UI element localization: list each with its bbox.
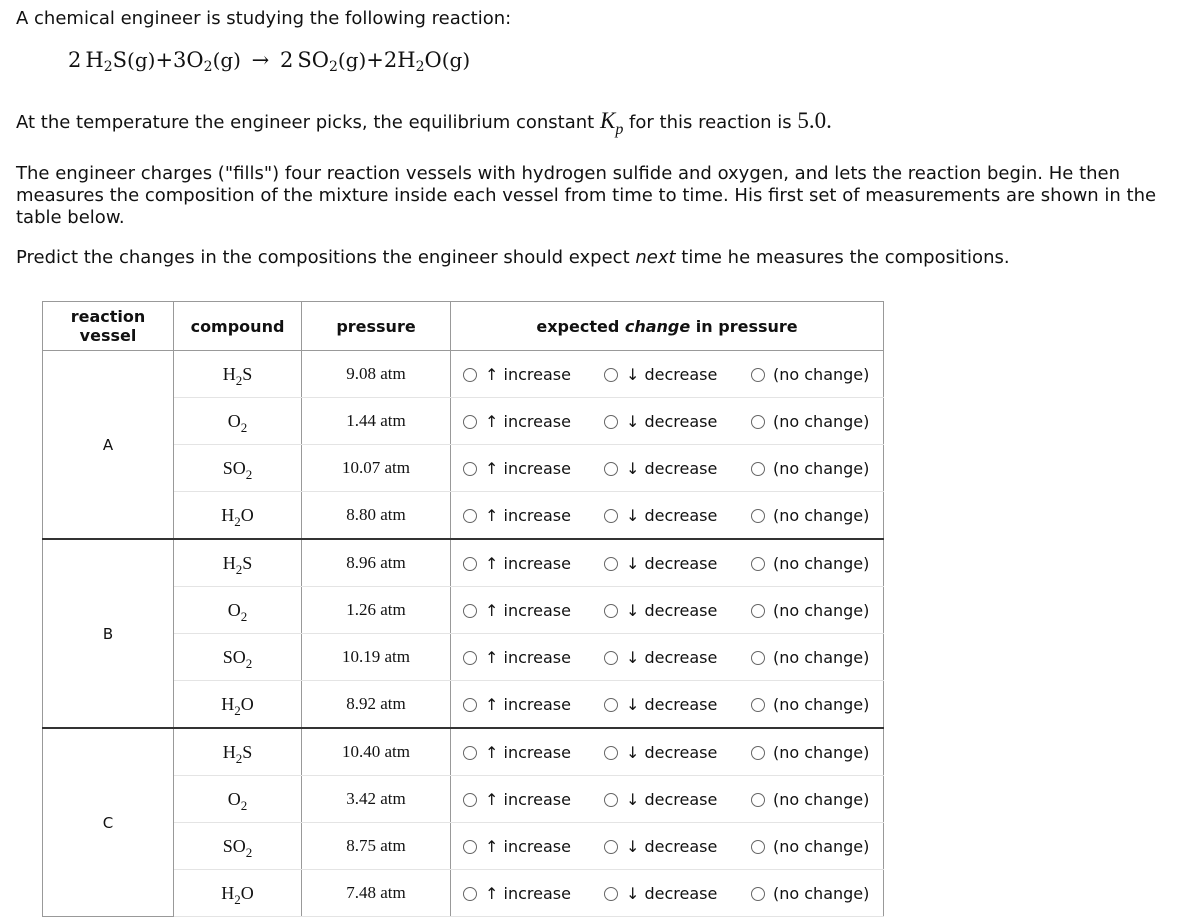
- no-change-label: (no change): [773, 837, 870, 856]
- vessel-label: C: [43, 728, 174, 917]
- change-options: [451, 351, 884, 398]
- header-expected-change: expected change in pressure: [451, 302, 884, 351]
- decrease-label: ↓ decrease: [626, 648, 718, 667]
- no-change-option[interactable]: [751, 837, 869, 856]
- radio-button[interactable]: [463, 509, 477, 523]
- pressure-cell: 8.96 atm: [302, 539, 451, 587]
- pressure-cell: 3.42 atm: [302, 776, 451, 823]
- radio-button[interactable]: [604, 415, 618, 429]
- decrease-label: ↓ decrease: [626, 790, 718, 809]
- radio-button[interactable]: [751, 887, 765, 901]
- radio-button[interactable]: [463, 746, 477, 760]
- compound-formula: $H_2O$: [221, 693, 254, 718]
- increase-label: ↑ increase: [485, 601, 571, 620]
- no-change-option[interactable]: [751, 695, 869, 714]
- compound-cell: [174, 587, 302, 634]
- radio-button[interactable]: [604, 604, 618, 618]
- increase-label: ↑ increase: [485, 459, 571, 478]
- compound-formula: $SO_2$: [222, 457, 253, 482]
- measurements-table: [42, 301, 884, 917]
- change-options: [451, 728, 884, 776]
- change-options: [451, 445, 884, 492]
- no-change-option[interactable]: [751, 412, 869, 431]
- radio-button[interactable]: [751, 368, 765, 382]
- table-row: [43, 539, 884, 587]
- no-change-label: (no change): [773, 459, 870, 478]
- no-change-label: (no change): [773, 695, 870, 714]
- pressure-cell: 8.75 atm: [302, 823, 451, 870]
- decrease-option[interactable]: [604, 837, 717, 856]
- change-options: [451, 634, 884, 681]
- radio-button[interactable]: [751, 604, 765, 618]
- compound-formula: $H_2S$: [222, 363, 253, 388]
- change-options: [451, 587, 884, 634]
- increase-option[interactable]: [463, 695, 571, 714]
- compound-formula: $O_2$: [227, 788, 248, 813]
- compound-cell: [174, 398, 302, 445]
- compound-formula: $O_2$: [227, 410, 248, 435]
- radio-button[interactable]: [604, 557, 618, 571]
- decrease-label: ↓ decrease: [626, 365, 718, 384]
- compound-formula: $O_2$: [227, 599, 248, 624]
- radio-button[interactable]: [604, 840, 618, 854]
- no-change-option[interactable]: [751, 648, 869, 667]
- compound-formula: $SO_2$: [222, 835, 253, 860]
- radio-button[interactable]: [751, 509, 765, 523]
- increase-label: ↑ increase: [485, 554, 571, 573]
- increase-label: ↑ increase: [485, 412, 571, 431]
- header-vessel: reaction vessel: [43, 302, 174, 351]
- radio-button[interactable]: [463, 604, 477, 618]
- increase-label: ↑ increase: [485, 884, 571, 903]
- decrease-label: ↓ decrease: [626, 695, 718, 714]
- no-change-label: (no change): [773, 554, 870, 573]
- compound-cell: [174, 492, 302, 540]
- increase-label: ↑ increase: [485, 837, 571, 856]
- no-change-option[interactable]: [751, 459, 869, 478]
- compound-formula: $H_2S$: [222, 741, 253, 766]
- no-change-option[interactable]: [751, 743, 869, 762]
- radio-button[interactable]: [751, 462, 765, 476]
- pressure-cell: 8.92 atm: [302, 681, 451, 729]
- no-change-label: (no change): [773, 790, 870, 809]
- change-options: [451, 870, 884, 917]
- compound-formula: $H_2O$: [221, 882, 254, 907]
- radio-button[interactable]: [604, 462, 618, 476]
- radio-button[interactable]: [604, 793, 618, 807]
- radio-button[interactable]: [751, 698, 765, 712]
- compound-cell: [174, 728, 302, 776]
- radio-button[interactable]: [463, 887, 477, 901]
- radio-button[interactable]: [751, 746, 765, 760]
- decrease-label: ↓ decrease: [626, 412, 718, 431]
- pressure-cell: 1.44 atm: [302, 398, 451, 445]
- increase-option[interactable]: [463, 554, 571, 573]
- description-text: The engineer charges ("fills") four reaction vessels with hydrogen sulfide and oxygen, and lets the reaction begin. He then measures the composition of the mixture inside each vessel from time to time. His first set of measurements are shown in the table below.: [16, 163, 1157, 228]
- pressure-cell: 9.08 atm: [302, 351, 451, 398]
- increase-option[interactable]: [463, 459, 571, 478]
- vessel-label: A: [43, 351, 174, 540]
- decrease-option[interactable]: [604, 601, 717, 620]
- decrease-label: ↓ decrease: [626, 884, 718, 903]
- decrease-option[interactable]: [604, 648, 717, 667]
- no-change-label: (no change): [773, 601, 870, 620]
- compound-formula: $SO_2$: [222, 646, 253, 671]
- increase-label: ↑ increase: [485, 648, 571, 667]
- radio-button[interactable]: [463, 651, 477, 665]
- increase-option[interactable]: [463, 365, 571, 384]
- compound-cell: [174, 634, 302, 681]
- pressure-cell: 10.40 atm: [302, 728, 451, 776]
- no-change-option[interactable]: [751, 884, 869, 903]
- radio-button[interactable]: [751, 557, 765, 571]
- increase-option[interactable]: [463, 601, 571, 620]
- radio-button[interactable]: [604, 746, 618, 760]
- no-change-label: (no change): [773, 412, 870, 431]
- no-change-option[interactable]: [751, 365, 869, 384]
- increase-option[interactable]: [463, 648, 571, 667]
- increase-label: ↑ increase: [485, 695, 571, 714]
- change-options: [451, 398, 884, 445]
- increase-label: ↑ increase: [485, 365, 571, 384]
- decrease-option[interactable]: [604, 554, 717, 573]
- no-change-option[interactable]: [751, 554, 869, 573]
- change-options: [451, 776, 884, 823]
- no-change-option[interactable]: [751, 790, 869, 809]
- compound-cell: [174, 445, 302, 492]
- compound-formula: $H_2O$: [221, 504, 254, 529]
- increase-label: ↑ increase: [485, 506, 571, 525]
- pressure-cell: 8.80 atm: [302, 492, 451, 540]
- reaction-equation: 2 $H_2S(g)+3O_2(g) \to 2$ $SO_2(g)+2H_2O(g)$: [68, 48, 471, 75]
- decrease-option[interactable]: [604, 506, 717, 525]
- decrease-label: ↓ decrease: [626, 601, 718, 620]
- decrease-label: ↓ decrease: [626, 554, 718, 573]
- radio-button[interactable]: [463, 368, 477, 382]
- radio-button[interactable]: [604, 509, 618, 523]
- change-options: [451, 681, 884, 729]
- pressure-cell: 10.19 atm: [302, 634, 451, 681]
- pressure-cell: 1.26 atm: [302, 587, 451, 634]
- radio-button[interactable]: [604, 887, 618, 901]
- decrease-label: ↓ decrease: [626, 459, 718, 478]
- no-change-option[interactable]: [751, 601, 869, 620]
- radio-button[interactable]: [604, 368, 618, 382]
- increase-option[interactable]: [463, 837, 571, 856]
- increase-option[interactable]: [463, 412, 571, 431]
- radio-button[interactable]: [463, 415, 477, 429]
- vessel-label: B: [43, 539, 174, 728]
- kp-sentence: At the temperature the engineer picks, the equilibrium constant $K_p$ for this reaction is 5.0.: [16, 108, 832, 138]
- radio-button[interactable]: [751, 651, 765, 665]
- no-change-label: (no change): [773, 648, 870, 667]
- increase-label: ↑ increase: [485, 790, 571, 809]
- increase-option[interactable]: [463, 506, 571, 525]
- compound-formula: $H_2S$: [222, 552, 253, 577]
- radio-button[interactable]: [463, 840, 477, 854]
- decrease-option[interactable]: [604, 743, 717, 762]
- decrease-option[interactable]: [604, 459, 717, 478]
- change-options: [451, 823, 884, 870]
- decrease-label: ↓ decrease: [626, 837, 718, 856]
- increase-option[interactable]: [463, 884, 571, 903]
- radio-button[interactable]: [751, 793, 765, 807]
- increase-option[interactable]: [463, 790, 571, 809]
- compound-cell: [174, 681, 302, 729]
- radio-button[interactable]: [463, 462, 477, 476]
- decrease-label: ↓ decrease: [626, 506, 718, 525]
- pressure-cell: 7.48 atm: [302, 870, 451, 917]
- decrease-option[interactable]: [604, 412, 717, 431]
- change-options: [451, 539, 884, 587]
- compound-cell: [174, 351, 302, 398]
- header-pressure: pressure: [302, 302, 451, 351]
- radio-button[interactable]: [751, 840, 765, 854]
- no-change-label: (no change): [773, 884, 870, 903]
- reaction-arrow: →: [251, 48, 270, 72]
- decrease-option[interactable]: [604, 695, 717, 714]
- no-change-label: (no change): [773, 365, 870, 384]
- change-options: [451, 492, 884, 540]
- no-change-label: (no change): [773, 506, 870, 525]
- header-compound: compound: [174, 302, 302, 351]
- radio-button[interactable]: [604, 698, 618, 712]
- radio-button[interactable]: [463, 698, 477, 712]
- predict-text: Predict the changes in the compositions the engineer should expect next time he measures the compositions.: [16, 247, 1010, 268]
- decrease-option[interactable]: [604, 884, 717, 903]
- intro-text: A chemical engineer is studying the following reaction:: [16, 8, 512, 29]
- table-row: [43, 351, 884, 398]
- no-change-label: (no change): [773, 743, 870, 762]
- decrease-label: ↓ decrease: [626, 743, 718, 762]
- decrease-option[interactable]: [604, 365, 717, 384]
- radio-button[interactable]: [463, 557, 477, 571]
- radio-button[interactable]: [604, 651, 618, 665]
- radio-button[interactable]: [463, 793, 477, 807]
- compound-cell: [174, 539, 302, 587]
- pressure-cell: 10.07 atm: [302, 445, 451, 492]
- increase-option[interactable]: [463, 743, 571, 762]
- table-row: [43, 728, 884, 776]
- no-change-option[interactable]: [751, 506, 869, 525]
- compound-cell: [174, 823, 302, 870]
- radio-button[interactable]: [751, 415, 765, 429]
- increase-label: ↑ increase: [485, 743, 571, 762]
- decrease-option[interactable]: [604, 790, 717, 809]
- compound-cell: [174, 776, 302, 823]
- compound-cell: [174, 870, 302, 917]
